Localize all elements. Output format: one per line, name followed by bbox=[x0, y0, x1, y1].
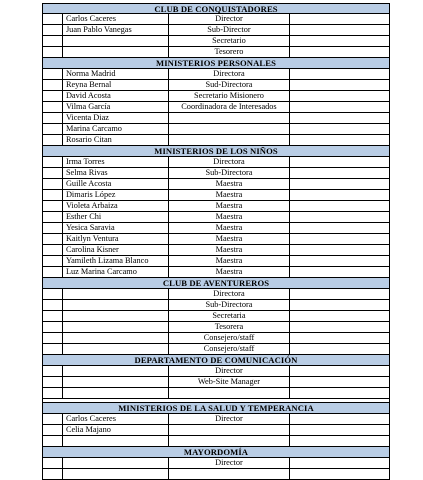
notes-cell bbox=[290, 113, 390, 124]
name-cell bbox=[63, 333, 169, 344]
role-cell: Director bbox=[169, 458, 291, 469]
role-cell: Directora bbox=[169, 289, 291, 300]
index-cell bbox=[43, 234, 63, 245]
table-row bbox=[42, 366, 390, 377]
role-cell: Maestra bbox=[169, 256, 291, 267]
index-cell bbox=[43, 69, 63, 80]
name-cell: Yamileth Lizama Blanco bbox=[63, 256, 169, 267]
section-header-mayordomia: MAYORDOMÍA bbox=[42, 447, 390, 458]
name-cell: Norma Madrid bbox=[63, 69, 169, 80]
role-cell: Tesorero bbox=[169, 47, 291, 58]
table-row bbox=[42, 14, 390, 25]
table-row bbox=[42, 469, 390, 480]
table-row bbox=[42, 91, 390, 102]
table-row bbox=[42, 245, 390, 256]
role-cell: Sub-Directora bbox=[169, 300, 291, 311]
notes-cell bbox=[290, 212, 390, 223]
index-cell bbox=[43, 190, 63, 201]
notes-cell bbox=[290, 469, 390, 480]
table-row bbox=[42, 425, 390, 436]
name-cell: Esther Chi bbox=[63, 212, 169, 223]
notes-cell bbox=[290, 377, 390, 388]
index-cell bbox=[43, 91, 63, 102]
index-cell bbox=[43, 469, 63, 480]
index-cell bbox=[43, 168, 63, 179]
index-cell bbox=[43, 245, 63, 256]
name-cell: Reyna Bernal bbox=[63, 80, 169, 91]
notes-cell bbox=[290, 91, 390, 102]
notes-cell bbox=[290, 157, 390, 168]
table-row bbox=[42, 168, 390, 179]
index-cell bbox=[43, 14, 63, 25]
role-cell bbox=[169, 388, 291, 399]
table-row bbox=[42, 436, 390, 447]
index-cell bbox=[43, 113, 63, 124]
notes-cell bbox=[290, 267, 390, 278]
role-cell bbox=[169, 425, 291, 436]
table-row bbox=[42, 80, 390, 91]
directory-table bbox=[42, 3, 390, 480]
index-cell bbox=[43, 47, 63, 58]
table-row bbox=[42, 113, 390, 124]
name-cell: Vilma García bbox=[63, 102, 169, 113]
notes-cell bbox=[290, 36, 390, 47]
notes-cell bbox=[290, 256, 390, 267]
index-cell bbox=[43, 124, 63, 135]
role-cell: Sud-Directora bbox=[169, 80, 291, 91]
name-cell: Selma Rivas bbox=[63, 168, 169, 179]
table-row bbox=[42, 458, 390, 469]
notes-cell bbox=[290, 234, 390, 245]
table-row bbox=[42, 157, 390, 168]
role-cell: Sub-Directora bbox=[169, 168, 291, 179]
index-cell bbox=[43, 333, 63, 344]
notes-cell bbox=[290, 289, 390, 300]
index-cell bbox=[43, 388, 63, 399]
index-cell bbox=[43, 414, 63, 425]
index-cell bbox=[43, 223, 63, 234]
role-cell bbox=[169, 124, 291, 135]
index-cell bbox=[43, 289, 63, 300]
table-row bbox=[42, 289, 390, 300]
table-row bbox=[42, 414, 390, 425]
table-row bbox=[42, 377, 390, 388]
name-cell bbox=[63, 366, 169, 377]
table-row bbox=[42, 333, 390, 344]
table-row bbox=[42, 388, 390, 399]
name-cell: Carlos Caceres bbox=[63, 414, 169, 425]
notes-cell bbox=[290, 414, 390, 425]
notes-cell bbox=[290, 300, 390, 311]
role-cell: Maestra bbox=[169, 201, 291, 212]
role-cell: Maestra bbox=[169, 234, 291, 245]
name-cell bbox=[63, 300, 169, 311]
name-cell bbox=[63, 322, 169, 333]
role-cell: Directora bbox=[169, 69, 291, 80]
name-cell: David Acosta bbox=[63, 91, 169, 102]
table-row bbox=[42, 47, 390, 58]
role-cell: Maestra bbox=[169, 223, 291, 234]
index-cell bbox=[43, 25, 63, 36]
index-cell bbox=[43, 425, 63, 436]
name-cell: Juan Pablo Vanegas bbox=[63, 25, 169, 36]
role-cell bbox=[169, 436, 291, 447]
notes-cell bbox=[290, 344, 390, 355]
notes-cell bbox=[290, 322, 390, 333]
name-cell bbox=[63, 469, 169, 480]
name-cell: Vicenta Diaz bbox=[63, 113, 169, 124]
name-cell: Yesica Saravia bbox=[63, 223, 169, 234]
table-row bbox=[42, 344, 390, 355]
role-cell: Directora bbox=[169, 157, 291, 168]
section-header-ministerios-personales: MINISTERIOS PERSONALES bbox=[42, 58, 390, 69]
table-row bbox=[42, 25, 390, 36]
notes-cell bbox=[290, 102, 390, 113]
table-row bbox=[42, 190, 390, 201]
section-header-ministerios-de-la-salud-y-temperancia: MINISTERIOS DE LA SALUD Y TEMPERANCIA bbox=[42, 403, 390, 414]
name-cell: Carlos Caceres bbox=[63, 14, 169, 25]
name-cell: Guille Acosta bbox=[63, 179, 169, 190]
role-cell: Tesorera bbox=[169, 322, 291, 333]
index-cell bbox=[43, 311, 63, 322]
table-row bbox=[42, 300, 390, 311]
role-cell: Coordinadora de Interesados bbox=[169, 102, 291, 113]
name-cell: Violeta Arbaiza bbox=[63, 201, 169, 212]
name-cell bbox=[63, 436, 169, 447]
notes-cell bbox=[290, 135, 390, 146]
table-row bbox=[42, 223, 390, 234]
notes-cell bbox=[290, 458, 390, 469]
notes-cell bbox=[290, 333, 390, 344]
index-cell bbox=[43, 300, 63, 311]
section-header-club-de-conquistadores: CLUB DE CONQUISTADORES bbox=[42, 3, 390, 14]
role-cell: Director bbox=[169, 14, 291, 25]
role-cell: Secretario bbox=[169, 36, 291, 47]
name-cell: Luz Marina Carcamo bbox=[63, 267, 169, 278]
notes-cell bbox=[290, 47, 390, 58]
name-cell: Kaitlyn Ventura bbox=[63, 234, 169, 245]
role-cell bbox=[169, 135, 291, 146]
index-cell bbox=[43, 458, 63, 469]
table-row bbox=[42, 234, 390, 245]
role-cell: Director bbox=[169, 414, 291, 425]
role-cell: Consejero/staff bbox=[169, 344, 291, 355]
index-cell bbox=[43, 377, 63, 388]
notes-cell bbox=[290, 366, 390, 377]
name-cell bbox=[63, 36, 169, 47]
table-row bbox=[42, 69, 390, 80]
index-cell bbox=[43, 212, 63, 223]
section-header-departamento-de-comunicacion: DEPARTAMENTO DE COMUNICACIÓN bbox=[42, 355, 390, 366]
index-cell bbox=[43, 157, 63, 168]
notes-cell bbox=[290, 223, 390, 234]
table-row bbox=[42, 179, 390, 190]
notes-cell bbox=[290, 69, 390, 80]
role-cell: Maestra bbox=[169, 245, 291, 256]
name-cell bbox=[63, 388, 169, 399]
notes-cell bbox=[290, 311, 390, 322]
role-cell: Sub-Director bbox=[169, 25, 291, 36]
name-cell bbox=[63, 311, 169, 322]
table-row bbox=[42, 322, 390, 333]
index-cell bbox=[43, 102, 63, 113]
table-row bbox=[42, 212, 390, 223]
role-cell: Consejero/staff bbox=[169, 333, 291, 344]
index-cell bbox=[43, 256, 63, 267]
name-cell: Carolina Kisner bbox=[63, 245, 169, 256]
table-row bbox=[42, 124, 390, 135]
section-header-ministerios-de-los-ninos: MINISTERIOS DE LOS NIÑOS bbox=[42, 146, 390, 157]
notes-cell bbox=[290, 179, 390, 190]
role-cell bbox=[169, 469, 291, 480]
index-cell bbox=[43, 366, 63, 377]
name-cell: Marina Carcamo bbox=[63, 124, 169, 135]
index-cell bbox=[43, 436, 63, 447]
role-cell: Web-Site Manager bbox=[169, 377, 291, 388]
notes-cell bbox=[290, 124, 390, 135]
table-row bbox=[42, 135, 390, 146]
notes-cell bbox=[290, 14, 390, 25]
index-cell bbox=[43, 201, 63, 212]
index-cell bbox=[43, 36, 63, 47]
table-row bbox=[42, 267, 390, 278]
notes-cell bbox=[290, 201, 390, 212]
table-row bbox=[42, 311, 390, 322]
notes-cell bbox=[290, 436, 390, 447]
role-cell: Maestra bbox=[169, 212, 291, 223]
notes-cell bbox=[290, 168, 390, 179]
notes-cell bbox=[290, 80, 390, 91]
index-cell bbox=[43, 322, 63, 333]
role-cell: Maestra bbox=[169, 267, 291, 278]
table-row bbox=[42, 36, 390, 47]
name-cell bbox=[63, 289, 169, 300]
table-row bbox=[42, 102, 390, 113]
role-cell: Maestra bbox=[169, 179, 291, 190]
name-cell bbox=[63, 377, 169, 388]
notes-cell bbox=[290, 425, 390, 436]
name-cell bbox=[63, 47, 169, 58]
index-cell bbox=[43, 135, 63, 146]
name-cell: Celia Majano bbox=[63, 425, 169, 436]
notes-cell bbox=[290, 190, 390, 201]
table-row bbox=[42, 256, 390, 267]
role-cell: Secretaria bbox=[169, 311, 291, 322]
notes-cell bbox=[290, 245, 390, 256]
role-cell: Secretario Misionero bbox=[169, 91, 291, 102]
index-cell bbox=[43, 179, 63, 190]
notes-cell bbox=[290, 25, 390, 36]
index-cell bbox=[43, 267, 63, 278]
table-row bbox=[42, 201, 390, 212]
name-cell bbox=[63, 344, 169, 355]
role-cell: Director bbox=[169, 366, 291, 377]
name-cell: Rosario Citan bbox=[63, 135, 169, 146]
role-cell bbox=[169, 113, 291, 124]
index-cell bbox=[43, 80, 63, 91]
name-cell: Irma Torres bbox=[63, 157, 169, 168]
notes-cell bbox=[290, 388, 390, 399]
role-cell: Maestra bbox=[169, 190, 291, 201]
section-header-club-de-aventureros: CLUB DE AVENTUREROS bbox=[42, 278, 390, 289]
name-cell bbox=[63, 458, 169, 469]
name-cell: Dimaris López bbox=[63, 190, 169, 201]
index-cell bbox=[43, 344, 63, 355]
